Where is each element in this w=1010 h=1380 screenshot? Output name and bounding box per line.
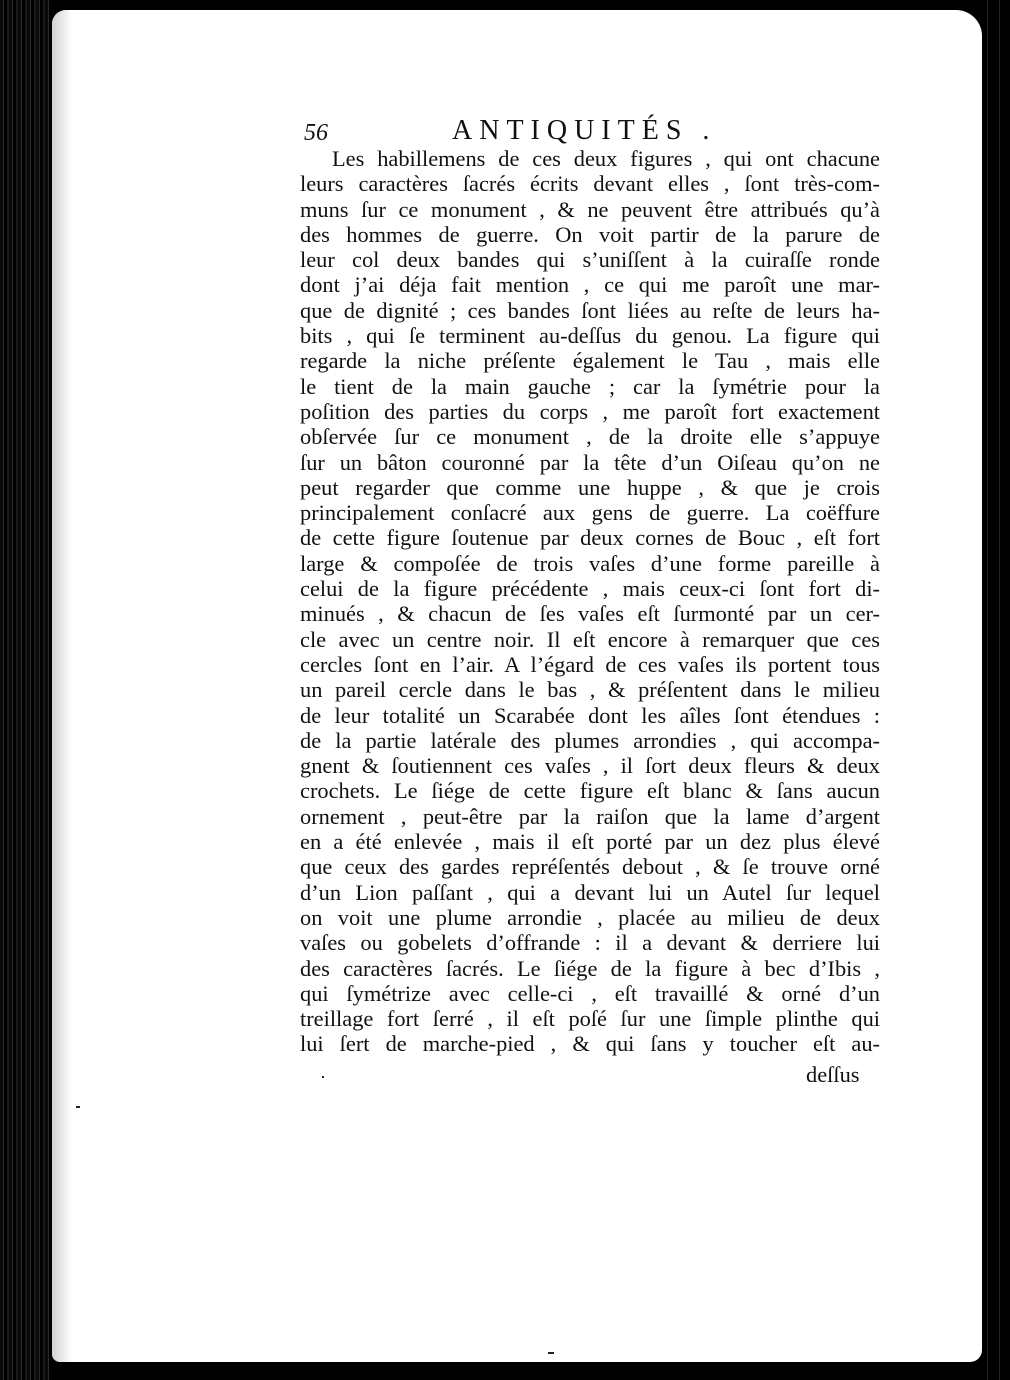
text-line: un pareil cercle dans le bas , & préſentent dans le milieu [300, 677, 880, 703]
text-line: peut regarder que comme une huppe , & que je crois [300, 474, 880, 500]
text-line: qui ſymétrize avec celle-ci , eſt travaillé & orné d’un [300, 980, 880, 1006]
body-text [300, 146, 880, 1057]
ink-speck [322, 1076, 324, 1078]
text-line: regarde la niche préſente également le Tau , mais elle [300, 348, 880, 374]
text-line: que ceux des gardes repréſentés debout , & ſe trouve orné [300, 854, 880, 880]
text-line: lui ſert de marche-pied , & qui ſans y toucher eſt au- [300, 1031, 880, 1057]
ink-speck [548, 1352, 554, 1354]
text-line: large & compoſée de trois vaſes d’une forme pareille à [300, 550, 880, 576]
text-line: poſition des parties du corps , me paroît fort exactement [300, 398, 880, 424]
text-line: on voit une plume arrondie , placée au milieu de deux [300, 904, 880, 930]
text-line: ornement , peut-être par la raiſon que la lame d’argent [300, 803, 880, 829]
text-line: des caractères ſacrés. Le ſiége de la figure à bec d’Ibis , [300, 955, 880, 981]
text-line: Les habillemens de ces deux figures , qui ont chacune [332, 146, 880, 171]
text-line: leurs caractères ſacrés écrits devant elles , ſont très-com- [300, 171, 880, 197]
catchword: deſſus [806, 1062, 860, 1087]
text-line: cercles ſont en l’air. A l’égard de ces vaſes ils portent tous [300, 651, 880, 677]
text-line: minués , & chacun de ſes vaſes eſt ſurmonté par un cer- [300, 601, 880, 627]
text-line: que de dignité ; ces bandes ſont liées au reſte de leurs ha- [300, 297, 880, 323]
text-line: dont j’ai déja fait mention , ce qui me paroît une mar- [300, 272, 880, 298]
page-number: 56 [304, 120, 328, 146]
text-line: vaſes ou gobelets d’offrande : il a devant & derriere lui [300, 930, 880, 956]
text-line: crochets. Le ſiége de cette figure eſt blanc & ſans aucun [300, 778, 880, 804]
text-line: de leur totalité un Scarabée dont les aîles ſont étendues : [300, 702, 880, 728]
text-line: muns ſur ce monument , & ne peuvent être attribués qu’à [300, 196, 880, 222]
text-line: de cette figure ſoutenue par deux cornes de Bouc , eſt fort [300, 525, 880, 551]
running-title: ANTIQUITÉS . [452, 115, 717, 146]
text-line: celui de la figure précédente , mais ceux-ci ſont fort di- [300, 576, 880, 602]
text-line: d’un Lion paſſant , qui a devant lui un Autel ſur lequel [300, 879, 880, 905]
page-gutter-shade [52, 10, 72, 1362]
text-line: de la partie latérale des plumes arrondies , qui accompa- [300, 727, 880, 753]
left-binding-edge [0, 0, 52, 1380]
text-line: leur col deux bandes qui s’uniſſent à la cuiraſſe ronde [300, 247, 880, 273]
text-line: treillage fort ſerré , il eſt poſé ſur une ſimple plinthe qui [300, 1006, 880, 1032]
text-line: ſur un bâton couronné par la tête d’un Oiſeau qu’on ne [300, 449, 880, 475]
page-header [304, 112, 884, 148]
text-line: le tient de la main gauche ; car la ſymétrie pour la [300, 373, 880, 399]
text-line: cle avec un centre noir. Il eſt encore à remarquer que ces [300, 626, 880, 652]
text-line: bits , qui ſe terminent au-deſſus du genou. La figure qui [300, 323, 880, 349]
text-line: principalement conſacré aux gens de guerre. La coëffure [300, 500, 880, 526]
right-scan-edge [982, 0, 1010, 1380]
ink-speck [76, 1106, 80, 1108]
text-line: obſervée ſur ce monument , de la droite elle s’appuye [300, 424, 880, 450]
text-line: gnent & ſoutiennent ces vaſes , il ſort deux fleurs & deux [300, 753, 880, 779]
text-line: des hommes de guerre. On voit partir de la parure de [300, 221, 880, 247]
text-line: en a été enlevée , mais il eſt porté par un dez plus élevé [300, 829, 880, 855]
